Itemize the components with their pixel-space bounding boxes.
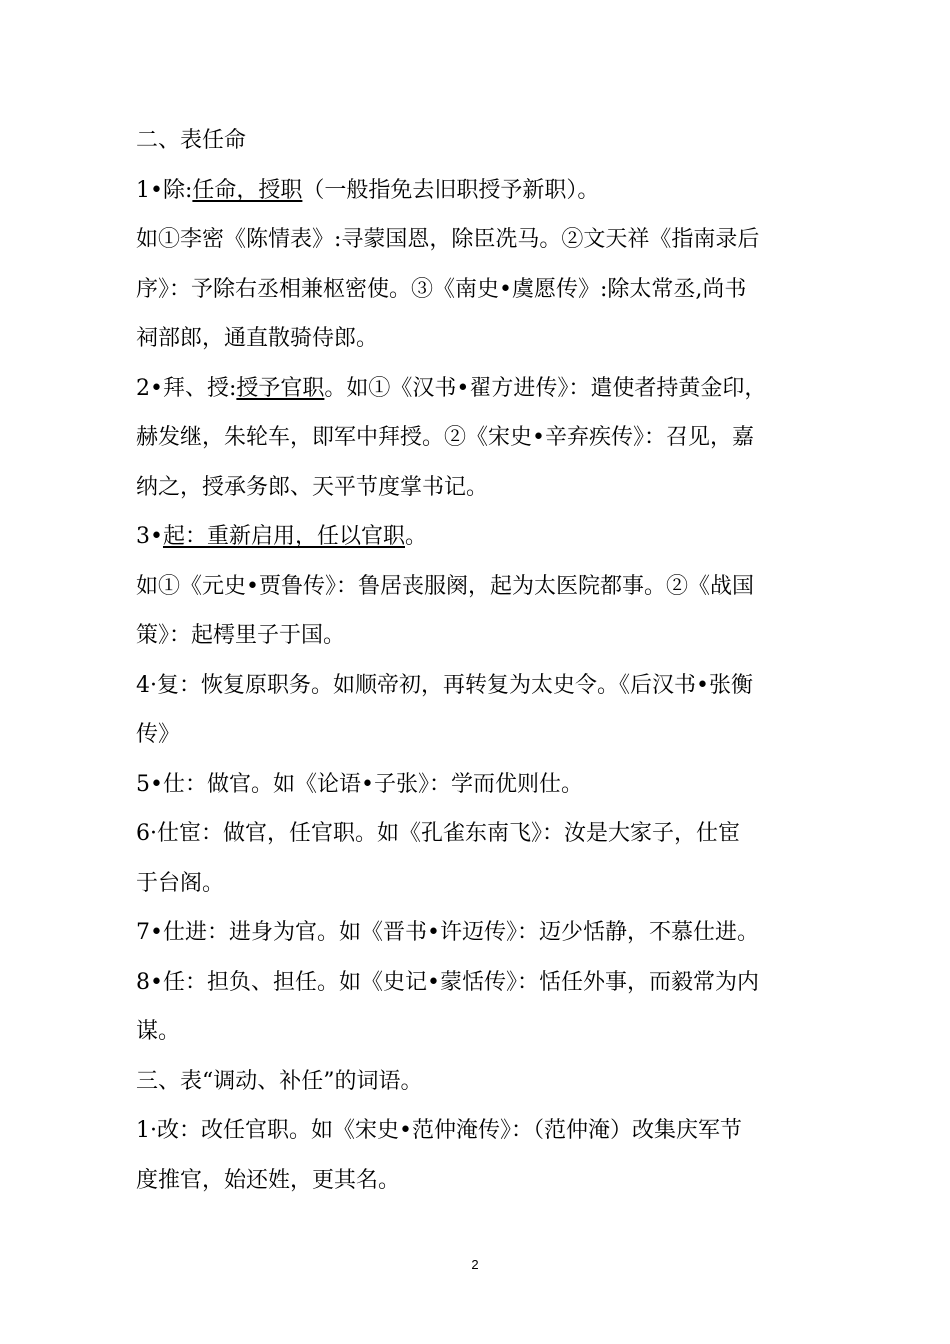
document-body: [136, 116, 826, 1205]
text-line: [136, 1007, 826, 1057]
text-segment: 于台阁。: [136, 870, 225, 896]
text-line: [136, 215, 826, 265]
text-segment: 7•仕进：进身为官。如《晋书•许迈传》：迈少恬静，不慕仕进。: [136, 920, 759, 945]
text-line: [136, 1106, 826, 1156]
text-segment: 传》: [136, 722, 181, 747]
text-segment: 2•拜、授:: [136, 375, 237, 401]
text-segment: 策》：起樗里子于国。: [136, 623, 346, 648]
text-line: [136, 958, 826, 1008]
page-number: 2: [471, 1257, 479, 1272]
text-line: [136, 1057, 826, 1107]
underlined-term: 起：重新启用，任以官职: [162, 524, 405, 549]
text-segment: 序》：予除右丞相兼枢密使。③《南史•虞愿传》:除太常丞,尚书: [136, 276, 747, 302]
text-line: [136, 859, 826, 909]
text-segment: 4·复：恢复原职务。如顺帝初，再转复为太史令。《后汉书•张衡: [136, 672, 753, 698]
text-segment: 1•除:: [136, 177, 193, 203]
text-segment: 谋。: [136, 1019, 181, 1044]
text-segment: 5•仕：做官。如《论语•子张》：学而优则仕。: [136, 771, 583, 797]
text-segment: 6·仕宦：做官，任官职。如《孔雀东南飞》：汝是大家子，仕宦: [136, 821, 740, 846]
text-segment: 纳之，授承务郎、天平节度掌书记。: [136, 474, 489, 500]
text-line: [136, 265, 826, 315]
text-line: [136, 116, 826, 166]
text-segment: 三、表“调动、补任”的词语。: [136, 1068, 423, 1094]
text-line: [136, 364, 826, 414]
text-segment: （一般指免去旧职授予新职）。: [302, 177, 600, 203]
text-line: [136, 512, 826, 562]
text-line: [136, 314, 826, 364]
text-line: [136, 809, 826, 859]
text-line: [136, 463, 826, 513]
text-segment: 如①李密《陈情表》:寻蒙国恩，除臣冼马。②文天祥《指南录后: [136, 227, 760, 252]
text-line: [136, 413, 826, 463]
text-segment: 赫发继，朱轮车，即军中拜授。②《宋史•辛弃疾传》：召见，嘉: [136, 425, 754, 450]
text-line: [136, 166, 826, 216]
text-segment: 祠部郎，通直散骑侍郎。: [136, 326, 379, 351]
text-line: [136, 760, 826, 810]
text-segment: 度推官，始还姓，更其名。: [136, 1167, 401, 1193]
text-segment: 。如①《汉书•翟方进传》：遣使者持黄金印，: [324, 375, 767, 401]
underlined-term: 任命，授职: [192, 177, 303, 203]
underlined-term: 授予官职: [236, 375, 325, 401]
text-line: [136, 908, 826, 958]
text-line: [136, 661, 826, 711]
text-line: [136, 611, 826, 661]
text-segment: 如①《元史•贾鲁传》：鲁居丧服阕，起为太医院都事。②《战国: [136, 573, 754, 599]
text-line: [136, 1156, 826, 1206]
text-segment: 二、表任命: [136, 128, 247, 153]
text-segment: 1·改：改任官职。如《宋史•范仲淹传》：（范仲淹）改集庆军节: [136, 1118, 742, 1143]
text-line: [136, 710, 826, 760]
text-line: [136, 562, 826, 612]
text-segment: 3•: [136, 524, 163, 549]
text-segment: 8•任：担负、担任。如《史记•蒙恬传》：恬任外事，而毅常为内: [136, 969, 759, 995]
text-segment: 。: [405, 524, 428, 549]
